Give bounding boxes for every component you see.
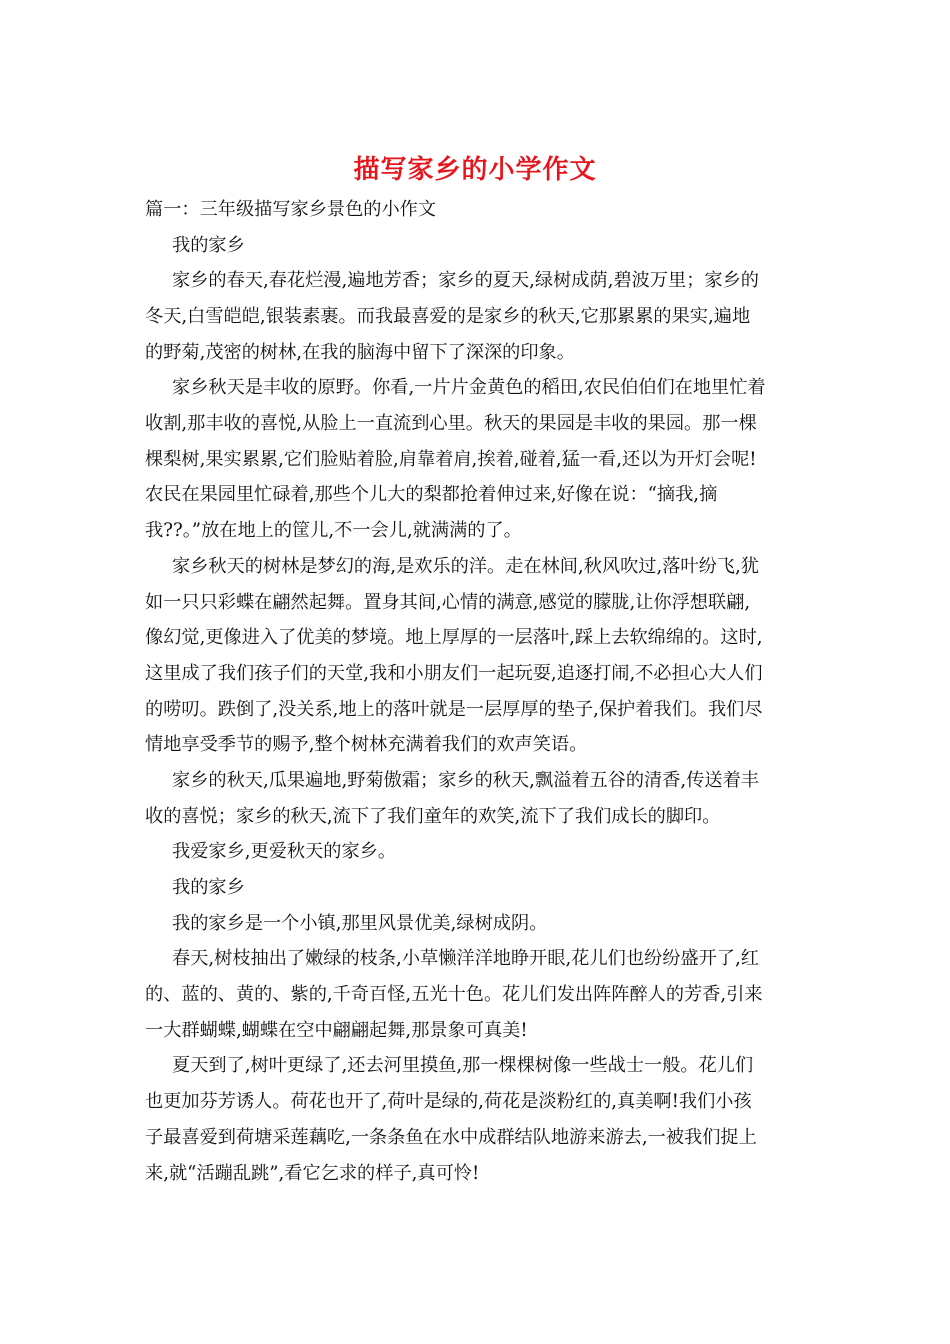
text-line: 家乡秋天是丰收的原野。你看,一片片金黄色的稻田,农民伯伯们在地里忙着 xyxy=(172,377,766,398)
text-line: 也更加芬芳诱人。荷花也开了,荷叶是绿的,荷花是淡粉红的,真美啊!我们小孩 xyxy=(145,1091,752,1112)
text-line: 夏天到了,树叶更绿了,还去河里摸鱼,那一棵棵树像一些战士一般。花儿们 xyxy=(172,1055,754,1076)
text-line: 家乡秋天的树林是梦幻的海,是欢乐的洋。走在林间,秋风吹过,落叶纷飞,犹 xyxy=(172,556,759,577)
text-line: 来,就“活蹦乱跳”,看它乞求的样子,真可怜! xyxy=(145,1163,480,1184)
text-line: 一大群蝴蝶,蝴蝶在空中翩翩起舞,那景象可真美! xyxy=(145,1020,528,1041)
text-line: 农民在果园里忙碌着,那些个儿大的梨都抢着伸过来,好像在说：“摘我,摘 xyxy=(145,484,718,505)
text-line: 如一只只彩蝶在翩然起舞。置身其间,心情的满意,感觉的朦胧,让你浮想联翩, xyxy=(145,592,751,613)
text-line: 冬天,白雪皑皑,银装素裹。而我最喜爱的是家乡的秋天,它那累累的果实,遍地 xyxy=(145,306,751,327)
text-line: 收割,那丰收的喜悦,从脸上一直流到心里。秋天的果园是丰收的果园。那一棵 xyxy=(145,413,757,434)
text-line: 的唠叨。跌倒了,没关系,地上的落叶就是一层厚厚的垫子,保护着我们。我们尽 xyxy=(145,699,763,720)
text-line: 春天,树枝抽出了嫩绿的枝条,小草懒洋洋地睁开眼,花儿们也纷纷盛开了,红 xyxy=(172,948,759,969)
text-line: 棵梨树,果实累累,它们脸贴着脸,肩靠着肩,挨着,碰着,猛一看,还以为开灯会呢! xyxy=(145,449,757,470)
text-line: 我??。”放在地上的筐儿,不一会儿,就满满的了。 xyxy=(145,520,522,541)
text-line: 的、蓝的、黄的、紫的,千奇百怪,五光十色。花儿们发出阵阵醉人的芳香,引来 xyxy=(145,984,763,1005)
text-line: 我的家乡 xyxy=(172,877,245,898)
text-line: 家乡的春天,春花烂漫,遍地芳香；家乡的夏天,绿树成荫,碧波万里；家乡的 xyxy=(172,270,759,291)
text-line: 我爱家乡,更爱秋天的家乡。 xyxy=(172,841,397,862)
text-line: 我的家乡 xyxy=(172,235,245,256)
text-line: 的野菊,茂密的树林,在我的脑海中留下了深深的印象。 xyxy=(145,342,575,363)
text-line: 情地享受季节的赐予,整个树林充满着我们的欢声笑语。 xyxy=(145,734,588,755)
text-line: 这里成了我们孩子们的天堂,我和小朋友们一起玩耍,追逐打闹,不必担心大人们 xyxy=(145,663,763,684)
text-line: 家乡的秋天,瓜果遍地,野菊傲霜；家乡的秋天,飘溢着五谷的清香,传送着丰 xyxy=(172,770,759,791)
text-line: 我的家乡是一个小镇,那里风景优美,绿树成阴。 xyxy=(172,913,548,934)
text-line: 篇一：三年级描写家乡景色的小作文 xyxy=(145,199,437,220)
text-line: 子最喜爱到荷塘采莲藕吃,一条条鱼在水中成群结队地游来游去,一被我们捉上 xyxy=(145,1127,757,1148)
text-line: 收的喜悦；家乡的秋天,流下了我们童年的欢笑,流下了我们成长的脚印。 xyxy=(145,806,721,827)
text-line: 像幻觉,更像进入了优美的梦境。地上厚厚的一层落叶,踩上去软绵绵的。这时, xyxy=(145,627,763,648)
document-title: 描写家乡的小学作文 xyxy=(353,155,597,185)
